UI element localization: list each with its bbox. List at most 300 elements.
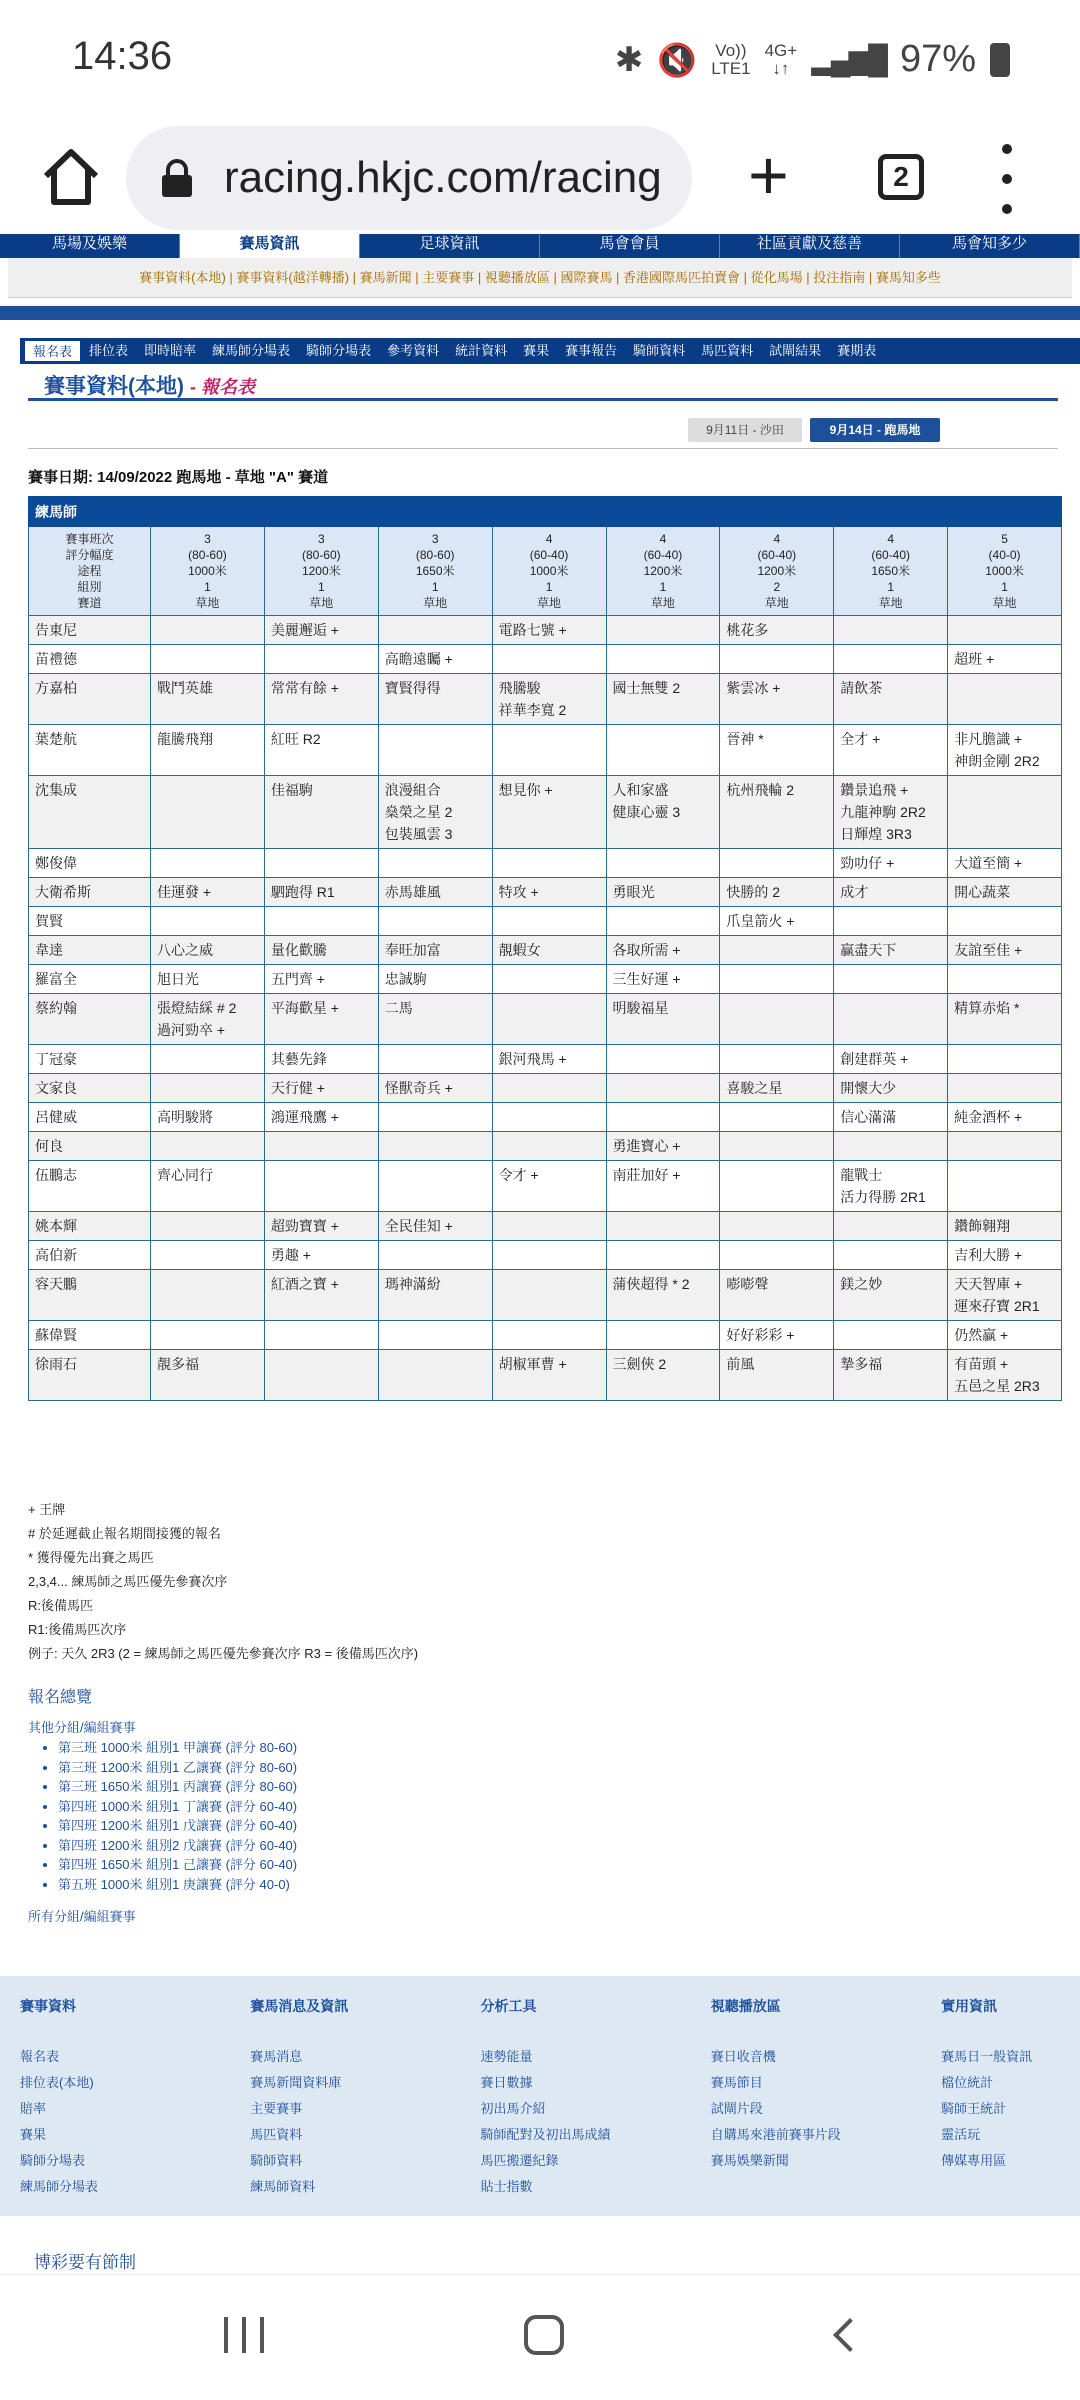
topnav-item[interactable]: 馬會會員 [540,234,720,258]
tab-item[interactable]: 賽事報告 [565,343,618,358]
entry-cell [151,994,265,1045]
tab-item[interactable]: 賽期表 [837,343,877,358]
entry-cell [378,965,492,994]
race-info-value: 草地 [537,596,562,610]
topnav-item[interactable]: 足球資訊 [360,234,540,258]
horse-entry[interactable]: 精算赤焰 * [954,1000,1020,1016]
footer-link[interactable]: 主要賽事 [250,2101,303,2116]
site-sub-nav[interactable]: 賽事資料(本地) | 賽事資料(越洋轉播) | 賽馬新聞 | 主要賽事 | 視聽播放區 | 國際賽馬 | 香港國際馬匹拍賣會 | 從化馬場 | 投注指南 | 賽馬知多些 [8,258,1072,298]
entry-cell [948,1350,1062,1401]
table-row [29,1212,1062,1241]
horse-entry[interactable]: 各取所需 + [612,942,681,958]
entry-cell [264,878,378,907]
trainer-name[interactable]: 賀賢 [29,907,151,936]
footer-heading[interactable]: 分析工具 [480,1998,537,2014]
footer-column [941,1976,1080,2216]
horse-entry[interactable]: 人和家盛 [612,782,669,798]
horse-entry[interactable]: 勇進寶心 + [612,1138,681,1154]
battery-icon [990,43,1010,77]
footer-link[interactable]: 練馬師資料 [250,2179,316,2194]
site-top-nav [0,234,1080,258]
tab-item[interactable]: 馬匹資料 [701,343,754,358]
trainer-name[interactable]: 伍鵬志 [29,1161,151,1212]
tab-item[interactable]: 賽果 [523,343,550,358]
footer-link[interactable]: 賽馬日一般資訊 [941,2049,1033,2064]
footer-link[interactable]: 排位表(本地) [20,2075,94,2090]
horse-entry[interactable]: 瑪神滿紛 [384,1276,441,1292]
horse-entry[interactable]: 特攻 + [498,884,539,900]
entry-cell [720,1350,834,1401]
footer-link[interactable]: 騎師資料 [250,2153,303,2168]
entry-cell [492,1212,606,1241]
date-button-happy-valley[interactable]: 9月14日 - 跑馬地 [810,418,940,442]
footer-column [711,1976,941,2216]
race-info-column[interactable] [378,527,492,616]
entry-cell [834,1045,948,1074]
horse-entry[interactable]: 忠誠駒 [384,971,427,987]
trainer-name[interactable]: 丁冠豪 [29,1045,151,1074]
footer-link[interactable]: 賽馬娛樂新聞 [710,2153,789,2168]
entry-cell [834,1161,948,1212]
horse-entry[interactable]: 超班 + [954,651,995,667]
tab-item[interactable]: 騎師分場表 [306,343,372,358]
horse-entry[interactable]: 鑽飾翱翔 [954,1218,1011,1234]
footer-heading[interactable]: 賽馬消息及資訊 [250,1998,349,2014]
topnav-item[interactable]: 馬會知多少 [900,234,1080,258]
entry-cell [492,965,606,994]
horse-entry[interactable]: 天天智庫 + [954,1276,1023,1292]
divider-band [0,306,1080,320]
summary-race-link[interactable]: • 第四班 1200米 組別2 戊讓賽 (評分 60-40) [58,1836,297,1856]
horse-entry[interactable]: 運來孖寶 2R1 [954,1298,1040,1314]
trainer-name[interactable]: 呂健威 [29,1103,151,1132]
horse-entry[interactable]: 量化歡騰 [270,942,327,958]
horse-entry[interactable]: 快勝的 2 [726,884,781,900]
topnav-item[interactable]: 馬場及娛樂 [0,234,180,258]
tab-item[interactable]: 試閘結果 [769,343,822,358]
entry-cell [492,1074,606,1103]
tab-switcher-button[interactable]: 2 [878,154,924,200]
horse-entry[interactable]: 鑽景追飛 + [840,782,909,798]
trainer-name[interactable]: 羅富全 [29,965,151,994]
home-icon[interactable] [36,142,106,212]
horse-entry[interactable]: 電路七號 + [498,622,567,638]
tab-item[interactable]: 練馬師分場表 [212,343,291,358]
race-info-value: 1 [317,580,325,594]
race-info-value: 3 [204,532,211,546]
horse-entry[interactable]: 摯多福 [840,1356,883,1372]
horse-entry[interactable]: 爪皇箭火 + [726,913,795,929]
summary-race-link[interactable]: • 第三班 1000米 組別1 甲讓賽 (評分 80-60) [58,1738,297,1758]
summary-title: 報名總覽 [28,1689,93,1706]
summary-race-link[interactable]: • 第四班 1200米 組別1 戊讓賽 (評分 60-40) [58,1816,297,1836]
tab-item[interactable]: 統計資料 [455,343,508,358]
entry-cell [606,1161,720,1212]
horse-entry[interactable]: 靚蝦女 [498,942,541,958]
horse-entry[interactable]: 五邑之星 2R3 [954,1378,1040,1394]
horse-entry[interactable]: 南莊加好 + [612,1167,681,1183]
entry-cell [948,645,1062,674]
horse-entry[interactable]: 喜駿之星 [726,1080,783,1096]
horse-entry[interactable]: 天行健 + [270,1080,325,1096]
new-tab-button[interactable]: + [748,136,789,214]
entry-cell [606,1241,720,1270]
entry-cell [264,1212,378,1241]
horse-entry[interactable]: 鎂之妙 [840,1276,883,1292]
horse-entry[interactable]: 過河勁卒 + [157,1022,226,1038]
horse-entry[interactable]: 旭日光 [157,971,199,987]
horse-entry[interactable]: 贏盡天下 [840,942,897,958]
horse-entry[interactable]: 杭州飛輪 2 [726,782,795,798]
separator [28,448,1058,449]
horse-entry[interactable]: 戰鬥英雄 [157,680,213,696]
status-bar [0,0,1080,120]
footer-heading[interactable]: 實用資訊 [941,1998,998,2014]
race-info-value: 草地 [309,596,334,610]
address-bar[interactable] [126,126,692,230]
horse-entry[interactable]: 高明駿將 [157,1109,213,1125]
entries-table [28,496,1062,1401]
trainer-name[interactable]: 徐雨石 [29,1350,151,1401]
horse-entry[interactable]: 蒲俠超得 * 2 [612,1276,690,1292]
entry-cell [720,725,834,776]
date-button-sha-tin[interactable]: 9月11日 - 沙田 [688,418,802,442]
horse-entry[interactable]: 二馬 [384,1000,413,1016]
trainer-name[interactable]: 沈集成 [29,776,151,849]
horse-entry[interactable]: 飛騰駿 [498,680,541,696]
entry-cell [948,674,1062,725]
footer-link[interactable]: 賠率 [20,2101,47,2116]
footer-heading[interactable]: 賽事資料 [20,1998,76,2014]
tab-item[interactable]: 排位表 [89,343,129,358]
horse-entry[interactable]: 靚多福 [157,1356,199,1372]
trainer-name[interactable]: 大衛希斯 [29,878,151,907]
summary-race-link[interactable]: • 第四班 1650米 組別1 己讓賽 (評分 60-40) [58,1855,297,1875]
horse-entry[interactable]: 桃花多 [726,622,769,638]
entry-cell [264,849,378,878]
trainer-name[interactable]: 蔡約翰 [29,994,151,1045]
entry-cell [151,965,265,994]
entries-summary [28,1684,297,1925]
tab-item[interactable]: 即時賠率 [144,343,197,358]
table-row [29,878,1062,907]
horse-entry[interactable]: 日輝煌 3R3 [840,826,912,842]
trainer-name[interactable]: 告東尼 [29,616,151,645]
horse-entry[interactable]: 高瞻遠矚 + [384,651,453,667]
entry-cell [378,907,492,936]
entry-cell [492,1132,606,1161]
racing-tab-bar [20,338,1080,364]
entry-cell [492,907,606,936]
all-races-link[interactable]: 所有分組/編組賽事 [28,1909,136,1924]
horse-entry[interactable]: 銀河飛馬 + [498,1051,567,1067]
entry-cell [834,725,948,776]
entry-cell [948,1074,1062,1103]
race-info-column[interactable] [264,527,378,616]
footer-link[interactable]: 賽馬消息 [250,2049,303,2064]
table-row [29,1132,1062,1161]
summary-list [58,1738,297,1894]
entry-cell [720,1321,834,1350]
race-info-value: 4 [773,532,781,546]
trainer-name[interactable]: 韋達 [29,936,151,965]
tab-item[interactable]: 騎師資料 [633,343,686,358]
tab-item[interactable]: 參考資料 [387,343,440,358]
horse-entry[interactable]: 燊榮之星 2 [384,804,453,820]
entry-cell [606,878,720,907]
horse-entry[interactable]: 張燈結綵 # 2 [157,1000,237,1016]
horse-entry[interactable]: 浪漫組合 [384,782,441,798]
web-page [0,234,1080,2274]
race-info-value: 3 [317,532,325,546]
entry-cell [151,674,265,725]
horse-entry[interactable]: 紅旺 R2 [270,731,321,747]
entry-cell [264,936,378,965]
horse-entry[interactable]: 開心蔬菜 [954,884,1011,900]
topnav-item[interactable]: 社區貢獻及慈善 [720,234,900,258]
page-title: 賽事資料(本地) - 報名表 [44,375,255,398]
horse-entry[interactable]: 常常有餘 + [270,680,339,696]
footer-link[interactable]: 自購馬來港前賽事片段 [710,2127,841,2142]
horse-entry[interactable]: 前風 [726,1356,755,1372]
horse-entry[interactable]: 晉神 * [726,731,764,747]
horse-entry[interactable]: 駟跑得 R1 [270,884,335,900]
horse-entry[interactable]: 超勁寶寶 + [270,1218,339,1234]
horse-entry[interactable]: 信心滿滿 [840,1109,897,1125]
battery-percent: 97% [899,38,976,80]
horse-entry[interactable]: 紫雲冰 + [726,680,781,696]
entry-cell [264,965,378,994]
footer-link[interactable]: 騎師王統計 [941,2101,1007,2116]
footer-link[interactable]: 練馬師分場表 [20,2179,99,2194]
entry-cell [834,994,948,1045]
horse-entry[interactable]: 友誼至佳 + [954,942,1023,958]
horse-entry[interactable]: 令才 + [498,1167,539,1183]
horse-entry[interactable]: 全才 + [840,731,881,747]
horse-entry[interactable]: 健康心靈 3 [612,804,681,820]
horse-entry[interactable]: 赤馬雄風 [384,884,441,900]
horse-entry[interactable]: 神朗金剛 2R2 [954,753,1040,769]
summary-race-link[interactable]: • 第三班 1650米 組別1 丙讓賽 (評分 80-60) [58,1777,297,1797]
footer-link[interactable]: 馬匹搬遷紀錄 [480,2153,559,2168]
race-info-column[interactable] [720,527,834,616]
entry-cell [720,1161,834,1212]
horse-entry[interactable]: 寶賢得得 [384,680,441,696]
trainer-name[interactable]: 容天鵬 [29,1270,151,1321]
entry-cell [606,1212,720,1241]
horse-entry[interactable]: 八心之威 [157,942,213,958]
horse-entry[interactable]: 佳福駒 [270,782,313,798]
entry-cell [606,674,720,725]
info-label: 組別 [77,580,102,594]
footer-link[interactable]: 騎師配對及初出馬成績 [480,2127,611,2142]
entry-cell [834,878,948,907]
horse-entry[interactable]: 活力得勝 2R1 [840,1189,926,1205]
entry-cell [378,936,492,965]
race-info-column[interactable] [834,527,948,616]
mute-icon: 🔇 [657,41,698,78]
entry-cell [834,1103,948,1132]
horse-entry[interactable]: 其藝先鋒 [270,1051,327,1067]
back-icon[interactable] [833,2318,867,2352]
horse-entry[interactable]: 平海歡星 + [270,1000,339,1016]
entry-cell [948,616,1062,645]
horse-entry[interactable]: 仍然贏 + [954,1327,1009,1343]
tab-active[interactable]: 報名表 [24,340,81,362]
horse-entry[interactable]: 全民佳知 + [384,1218,453,1234]
entry-cell [151,725,265,776]
horse-entry[interactable]: 佳運發 + [157,884,212,900]
horse-entry[interactable]: 鴻運飛鷹 + [270,1109,339,1125]
trainer-name[interactable]: 文家良 [29,1074,151,1103]
info-label: 賽道 [77,596,102,610]
footer-link[interactable]: 傳媒專用區 [941,2153,1007,2168]
entry-cell [834,965,948,994]
horse-entry[interactable]: 想見你 + [498,782,553,798]
entry-cell [948,1103,1062,1132]
footer-link[interactable]: 賽馬新聞資料庫 [250,2075,342,2090]
horse-entry[interactable]: 國士無雙 2 [612,680,681,696]
horse-entry[interactable]: 勇趣 + [270,1247,311,1263]
race-info-column[interactable] [492,527,606,616]
trainer-name[interactable]: 蘇偉賢 [29,1321,151,1350]
horse-entry[interactable]: 明駿福星 [612,1000,669,1016]
signal-icon: ▂▄▆█ [811,44,886,75]
horse-entry[interactable]: 龍騰飛翔 [157,731,213,747]
home-button-icon[interactable] [524,2315,564,2355]
entry-cell [606,1103,720,1132]
race-info-column[interactable] [948,527,1062,616]
footer-link[interactable]: 速勢能量 [480,2049,533,2064]
horse-entry[interactable]: 非凡膽識 + [954,731,1023,747]
entry-cell [948,936,1062,965]
legend-item: # 於延遲截止報名期間接獲的報名 [28,1526,221,1541]
horse-entry[interactable]: 奉旺加富 [384,942,441,958]
horse-entry[interactable]: 三生好運 + [612,971,681,987]
entry-cell [606,1132,720,1161]
horse-entry[interactable]: 美麗邂逅 + [270,622,339,638]
trainer-name[interactable]: 何良 [29,1132,151,1161]
entry-cell [264,907,378,936]
entry-cell [492,1161,606,1212]
entry-cell [834,776,948,849]
footer-heading[interactable]: 視聽播放區 [710,1998,781,2014]
entry-cell [720,878,834,907]
summary-race-link[interactable]: • 第五班 1000米 組別1 庚讓賽 (評分 40-0) [58,1875,297,1895]
table-row [29,1045,1062,1074]
horse-entry[interactable]: 好好彩彩 + [726,1327,795,1343]
entry-cell [606,776,720,849]
overflow-menu-icon[interactable] [992,144,1022,214]
race-info-value: (80-60) [415,548,455,562]
horse-entry[interactable]: 五門齊 + [270,971,325,987]
entry-cell [264,994,378,1045]
horse-entry[interactable]: 勁叻仔 + [840,855,895,871]
horse-entry[interactable]: 紅酒之寶 + [270,1276,339,1292]
entry-cell [264,1321,378,1350]
footer-link[interactable]: 騎師分場表 [20,2153,86,2168]
entry-cell [264,1270,378,1321]
summary-race-link[interactable]: • 第四班 1000米 組別1 丁讓賽 (評分 60-40) [58,1797,297,1817]
horse-entry[interactable]: 創建群英 + [840,1051,909,1067]
table-row [29,849,1062,878]
horse-entry[interactable]: 怪獸奇兵 + [384,1080,453,1096]
horse-entry[interactable]: 嘭嘭聲 [726,1276,769,1292]
race-info-column[interactable] [151,527,265,616]
footer-link[interactable]: 試閘片段 [710,2101,763,2116]
footer-link[interactable]: 馬匹資料 [250,2127,303,2142]
topnav-item-active[interactable]: 賽馬資訊 [180,234,360,258]
entry-cell [948,725,1062,776]
horse-entry[interactable]: 吉利大勝 + [954,1247,1023,1263]
horse-entry[interactable]: 九龍神駒 2R2 [840,804,926,820]
entry-cell [948,878,1062,907]
trainer-name[interactable]: 鄭俊偉 [29,849,151,878]
trainer-name[interactable]: 葉楚航 [29,725,151,776]
horse-entry[interactable]: 純金酒杯 + [954,1109,1023,1125]
race-info-value: 1 [431,580,439,594]
horse-entry[interactable]: 龍戰士 [840,1167,883,1183]
horse-entry[interactable]: 齊心同行 [157,1167,213,1183]
page-subtitle: - 報名表 [190,377,255,397]
horse-entry[interactable]: 勇眼光 [612,884,655,900]
recent-apps-icon[interactable] [224,2317,264,2353]
race-info-column[interactable] [606,527,720,616]
entry-cell [948,1132,1062,1161]
entry-cell [264,776,378,849]
horse-entry[interactable]: 成才 [840,884,869,900]
entry-cell [264,616,378,645]
summary-race-link[interactable]: • 第三班 1200米 組別1 乙讓賽 (評分 80-60) [58,1758,297,1778]
entry-cell [492,616,606,645]
footer-link[interactable]: 檔位統計 [941,2075,994,2090]
horse-entry[interactable]: 大道至簡 + [954,855,1023,871]
trainer-name[interactable]: 姚本輝 [29,1212,151,1241]
race-info-value: (80-60) [188,548,227,562]
horse-entry[interactable]: 請飲茶 [840,680,883,696]
footer-link[interactable]: 賽日收音機 [710,2049,776,2064]
entry-cell [378,1074,492,1103]
horse-entry[interactable]: 祥華李寬 2 [498,702,567,718]
horse-entry[interactable]: 有苗頭 + [954,1356,1009,1372]
entry-cell [606,1270,720,1321]
horse-entry[interactable]: 胡椒軍曹 + [498,1356,567,1372]
trainer-name[interactable]: 高伯新 [29,1241,151,1270]
entry-cell [720,1132,834,1161]
entry-cell [378,994,492,1045]
footer-link[interactable]: 賽果 [20,2127,47,2142]
trainer-name[interactable]: 方嘉柏 [29,674,151,725]
entry-cell [378,1103,492,1132]
entry-cell [720,674,834,725]
footer-link[interactable]: 賽日數據 [480,2075,533,2090]
entry-cell [834,1241,948,1270]
entry-cell [948,1270,1062,1321]
horse-entry[interactable]: 三劍俠 2 [612,1356,667,1372]
entry-cell [720,1270,834,1321]
footer-link[interactable]: 報名表 [20,2049,60,2064]
footer-link[interactable]: 貼士指數 [480,2179,533,2194]
entry-cell [492,936,606,965]
trainer-name[interactable]: 苗禮德 [29,645,151,674]
footer-link[interactable]: 靈活玩 [941,2127,981,2142]
table-row [29,725,1062,776]
horse-entry[interactable]: 包裝風雲 3 [384,826,453,842]
entry-cell [834,936,948,965]
horse-entry[interactable]: 開懷大少 [840,1080,897,1096]
footer-link[interactable]: 賽馬節目 [710,2075,763,2090]
footer-link[interactable]: 初出馬介紹 [480,2101,546,2116]
